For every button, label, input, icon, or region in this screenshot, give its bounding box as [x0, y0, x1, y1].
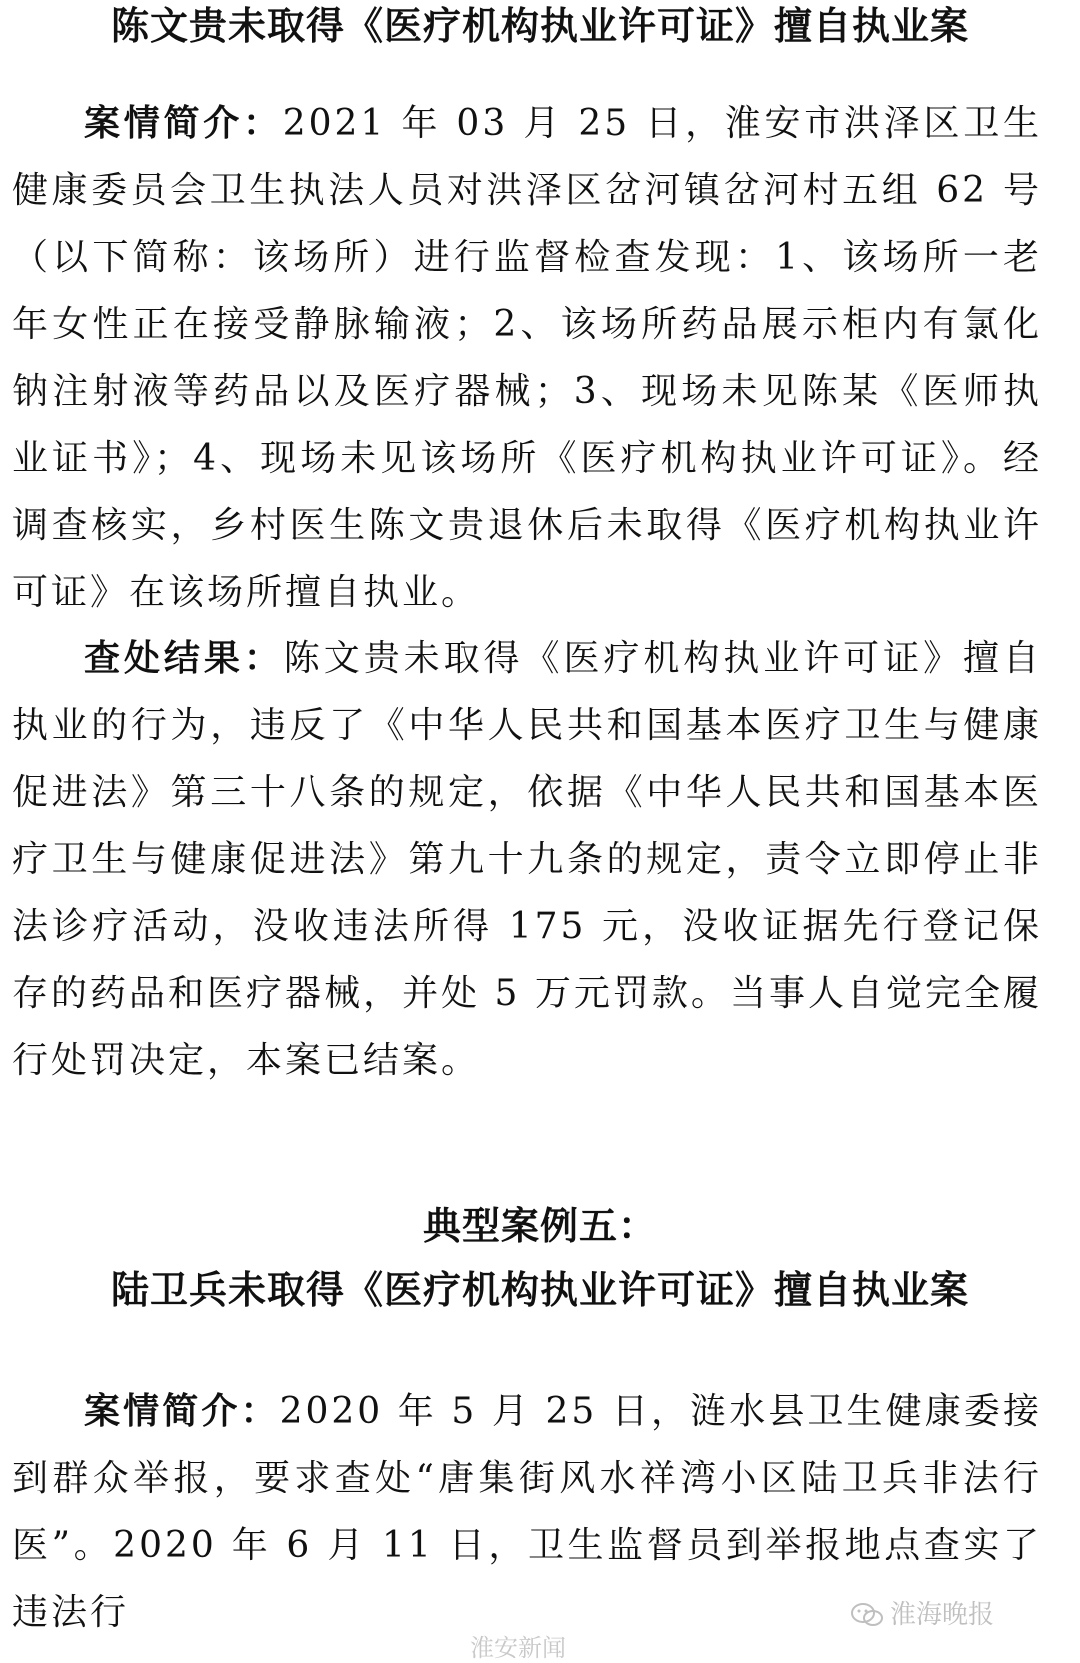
case5-intro-text: 2020 年 5 月 25 日，涟水县卫生健康委接到群众举报，要求查处“唐集街风水祥湾小区陆卫兵非法行医”。2020 年 6 月 11 日，卫生监督员到举报地点查实了违法行: [12, 1391, 1042, 1633]
case5-intro-label: 案情简介：: [84, 1391, 280, 1432]
case4-intro-text: 2021 年 03 月 25 日，淮安市洪泽区卫生健康委员会卫生执法人员对洪泽区岔河镇岔河村五组 62 号（以下简称：该场所）进行监督检查发现：1、该场所一老年女性正在接受静脉输液；2、该场所药品展示柜内有氯化钠注射液等药品以及医疗器械；3、现场未见陈某《医师执业证书》；4、现场未见该场所《医疗机构执业许可证》。经调查核实，乡村医生陈文贵退休后未取得《医疗机构执业许可证》在该场所擅自执业。: [12, 103, 1042, 613]
case4-result-paragraph: [12, 625, 1042, 1094]
watermark-text: 淮海晚报: [889, 1600, 994, 1630]
case4-title: 陈文贵未取得《医疗机构执业许可证》擅自执业案: [110, 4, 969, 48]
case4-intro-label: 案情简介：: [84, 103, 283, 144]
wechat-icon: [850, 1602, 884, 1628]
case4-result-text: 陈文贵未取得《医疗机构执业许可证》擅自执业的行为，违反了《中华人民共和国基本医疗卫生与健康促进法》第三十八条的规定，依据《中华人民共和国基本医疗卫生与健康促进法》第九十九条的规定，责令立即停止非法诊疗活动，没收违法所得 175 元，没收证据先行登记保存的药品和医疗器械，并处 5 万元罚款。当事人自觉完全履行处罚决定，本案已结案。: [12, 638, 1042, 1081]
case4-intro-paragraph: [12, 90, 1042, 626]
watermark-left-text: 淮安新闻: [470, 1634, 566, 1662]
case5-heading: 典型案例五：: [422, 1204, 657, 1248]
case4-result-label: 查处结果：: [84, 638, 284, 679]
case5-title: 陆卫兵未取得《医疗机构执业许可证》擅自执业案: [110, 1268, 969, 1312]
watermark: [850, 1600, 994, 1630]
